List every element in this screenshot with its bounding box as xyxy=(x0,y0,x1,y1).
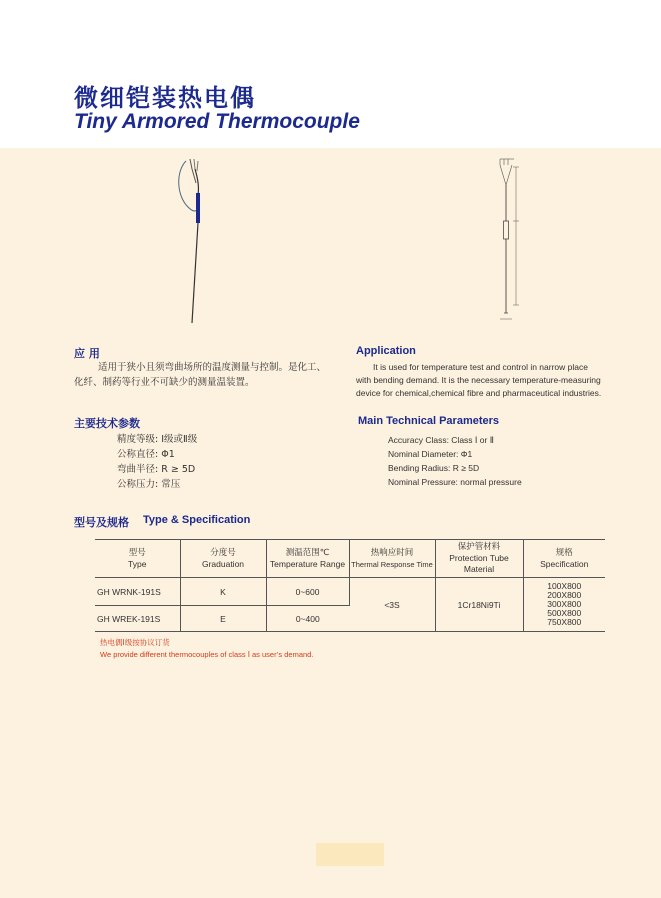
cell-type: GH WRNK-191S xyxy=(95,578,180,606)
application-text-en-2: with bending demand. It is the necessary temperature-measuring xyxy=(356,375,601,385)
note-en: We provide different thermocouples of class Ⅰ as user’s demand. xyxy=(100,650,314,659)
size-item: 100X800 xyxy=(547,581,582,591)
header-response-time: 热响应时间 Thermal Response Time xyxy=(349,540,435,578)
parameters-heading-cn: 主要技术参数 xyxy=(74,417,140,430)
header-material: 保护管材料 Protection Tube Material xyxy=(435,540,523,578)
param-item: Accuracy Class: Class Ⅰ or Ⅱ xyxy=(388,435,494,445)
spec-heading-en: Type & Specification xyxy=(143,514,251,526)
application-heading-cn: 应 用 xyxy=(74,347,100,360)
application-heading-en: Application xyxy=(356,345,416,357)
cell-graduation: K xyxy=(180,578,266,606)
param-item: 公称压力: 常压 xyxy=(117,479,181,490)
cell-response-time: <3S xyxy=(349,578,435,632)
cell-graduation: E xyxy=(180,606,266,632)
parameters-heading-en: Main Technical Parameters xyxy=(358,415,500,427)
size-item: 750X800 xyxy=(547,617,582,627)
decorative-tab xyxy=(316,843,384,866)
spec-heading-cn: 型号及规格 xyxy=(74,516,129,529)
page-title-cn: 微细铠装热电偶 xyxy=(74,84,256,112)
cell-type: GH WREK-191S xyxy=(95,606,180,632)
table-row xyxy=(95,578,605,606)
dimension-drawing xyxy=(490,155,530,327)
size-item: 300X800 xyxy=(547,599,582,609)
parameters-list-cn xyxy=(117,432,197,492)
parameters-list-en xyxy=(388,433,522,489)
thermocouple-photo xyxy=(168,155,228,327)
size-item: 200X800 xyxy=(547,590,582,600)
cell-sizes xyxy=(523,578,605,632)
cell-range: 0~400 xyxy=(266,606,349,632)
page-title-en: Tiny Armored Thermocouple xyxy=(74,110,360,133)
application-text-en-1: It is used for temperature test and control in narrow place xyxy=(373,362,588,372)
param-item: 精度等级: Ⅰ级或Ⅱ级 xyxy=(117,434,198,445)
param-item: Nominal Diameter: Φ1 xyxy=(388,449,473,459)
cell-range: 0~600 xyxy=(266,578,349,606)
param-item: 弯曲半径: R ≥ 5D xyxy=(117,464,196,475)
spec-table xyxy=(95,539,605,632)
param-item: Bending Radius: R ≥ 5D xyxy=(388,463,480,473)
table-header-row xyxy=(95,540,605,578)
application-text-cn-2: 化纤、制药等行业不可缺少的测量温装置。 xyxy=(74,377,255,388)
param-item: 公称直径: Φ1 xyxy=(117,449,175,460)
application-text-en-3: device for chemical,chemical fibre and pharmaceutical industries. xyxy=(356,388,602,398)
header-type: 型号 Type xyxy=(95,540,180,578)
param-item: Nominal Pressure: normal pressure xyxy=(388,477,522,487)
header-specification: 规格 Specification xyxy=(523,540,605,578)
cell-material: 1Cr18Ni9Ti xyxy=(435,578,523,632)
header-temperature-range: 测温范围℃ Temperature Range xyxy=(266,540,349,578)
header-graduation: 分度号 Graduation xyxy=(180,540,266,578)
note-cn: 热电偶Ⅰ级按协议订货 xyxy=(100,638,170,647)
application-text-cn-1: 适用于狭小且须弯曲场所的温度测量与控制。是化工、 xyxy=(98,362,327,373)
size-item: 500X800 xyxy=(547,608,582,618)
